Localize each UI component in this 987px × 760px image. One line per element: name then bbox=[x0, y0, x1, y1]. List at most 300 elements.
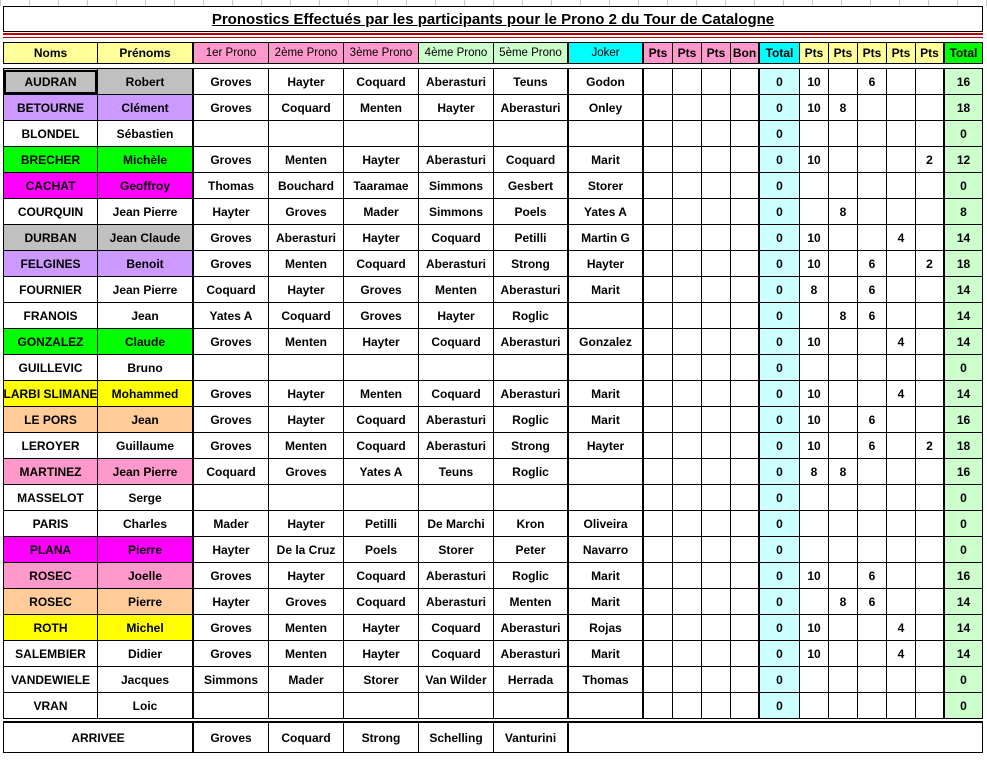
cell-prono-3[interactable] bbox=[344, 355, 419, 381]
cell-nom[interactable]: BLONDEL bbox=[3, 121, 98, 147]
cell-pts-g[interactable] bbox=[887, 459, 916, 485]
cell-prono-4[interactable] bbox=[419, 485, 494, 511]
cell-total-1[interactable]: 0 bbox=[760, 641, 800, 667]
cell-total-1[interactable]: 0 bbox=[760, 303, 800, 329]
cell-prono-2[interactable]: Hayter bbox=[269, 563, 344, 589]
cell-total-1[interactable]: 0 bbox=[760, 693, 800, 719]
cell-pts-e[interactable] bbox=[829, 693, 858, 719]
cell-pts-g[interactable]: 4 bbox=[887, 329, 916, 355]
cell-prono-4[interactable] bbox=[419, 355, 494, 381]
cell-pts-b[interactable] bbox=[673, 121, 702, 147]
header-prono2[interactable]: 2ème Prono bbox=[269, 42, 344, 64]
cell-prono-2[interactable]: Coquard bbox=[269, 303, 344, 329]
cell-pts-g[interactable] bbox=[887, 433, 916, 459]
cell-pts-b[interactable] bbox=[673, 95, 702, 121]
cell-pts-e[interactable] bbox=[829, 563, 858, 589]
cell-nom[interactable]: COURQUIN bbox=[3, 199, 98, 225]
cell-nom[interactable]: FOURNIER bbox=[3, 277, 98, 303]
cell-pts-g[interactable] bbox=[887, 303, 916, 329]
cell-pts-g[interactable] bbox=[887, 95, 916, 121]
cell-joker[interactable]: Thomas bbox=[569, 667, 644, 693]
cell-prenom[interactable]: Joelle bbox=[98, 563, 194, 589]
cell-prono-1[interactable] bbox=[194, 121, 269, 147]
cell-pts-d[interactable] bbox=[800, 121, 829, 147]
cell-pts-c[interactable] bbox=[702, 693, 731, 719]
cell-joker[interactable]: Marit bbox=[569, 563, 644, 589]
cell-prenom[interactable]: Serge bbox=[98, 485, 194, 511]
cell-prenom[interactable]: Jean bbox=[98, 303, 194, 329]
cell-pts-h[interactable] bbox=[916, 199, 945, 225]
header-prono4[interactable]: 4ème Prono bbox=[419, 42, 494, 64]
cell-total-2[interactable]: 16 bbox=[945, 407, 983, 433]
cell-pts-d[interactable] bbox=[800, 173, 829, 199]
cell-total-1[interactable]: 0 bbox=[760, 69, 800, 95]
cell-pts-a[interactable] bbox=[644, 615, 673, 641]
cell-pts-f[interactable]: 6 bbox=[858, 433, 887, 459]
cell-total-2[interactable]: 0 bbox=[945, 173, 983, 199]
arrivee-label[interactable]: ARRIVEE bbox=[3, 721, 194, 753]
cell-pts-f[interactable] bbox=[858, 147, 887, 173]
cell-prono-3[interactable]: Menten bbox=[344, 381, 419, 407]
cell-joker[interactable]: Martin G bbox=[569, 225, 644, 251]
cell-pts-d[interactable]: 10 bbox=[800, 563, 829, 589]
cell-total-2[interactable]: 12 bbox=[945, 147, 983, 173]
header-nom[interactable]: Noms bbox=[3, 42, 98, 64]
cell-nom[interactable]: FRANOIS bbox=[3, 303, 98, 329]
cell-prenom[interactable]: Benoit bbox=[98, 251, 194, 277]
cell-prono-3[interactable] bbox=[344, 693, 419, 719]
cell-prono-3[interactable]: Coquard bbox=[344, 589, 419, 615]
cell-prono-4[interactable]: Hayter bbox=[419, 303, 494, 329]
cell-pts-g[interactable] bbox=[887, 355, 916, 381]
cell-prono-2[interactable]: Aberasturi bbox=[269, 225, 344, 251]
cell-pts-h[interactable]: 2 bbox=[916, 433, 945, 459]
header-prono5[interactable]: 5ème Prono bbox=[494, 42, 569, 64]
cell-prono-1[interactable] bbox=[194, 693, 269, 719]
cell-nom[interactable]: LE PORS bbox=[3, 407, 98, 433]
cell-pts-a[interactable] bbox=[644, 147, 673, 173]
cell-prono-4[interactable]: Coquard bbox=[419, 329, 494, 355]
cell-nom[interactable]: AUDRAN bbox=[3, 69, 98, 95]
cell-prono-2[interactable]: Groves bbox=[269, 589, 344, 615]
cell-prono-1[interactable]: Groves bbox=[194, 641, 269, 667]
header-pts-a[interactable]: Pts bbox=[644, 42, 673, 64]
cell-prenom[interactable]: Jean Claude bbox=[98, 225, 194, 251]
cell-pts-e[interactable] bbox=[829, 173, 858, 199]
cell-pts-g[interactable] bbox=[887, 485, 916, 511]
cell-prono-5[interactable]: Roglic bbox=[494, 459, 569, 485]
cell-pts-f[interactable] bbox=[858, 641, 887, 667]
cell-pts-a[interactable] bbox=[644, 329, 673, 355]
cell-prono-2[interactable]: De la Cruz bbox=[269, 537, 344, 563]
cell-nom[interactable]: VANDEWIELE bbox=[3, 667, 98, 693]
cell-pts-b[interactable] bbox=[673, 225, 702, 251]
cell-prono-2[interactable]: Menten bbox=[269, 433, 344, 459]
cell-nom[interactable]: ROSEC bbox=[3, 563, 98, 589]
cell-pts-d[interactable] bbox=[800, 303, 829, 329]
cell-prenom[interactable]: Michèle bbox=[98, 147, 194, 173]
cell-prono-2[interactable]: Hayter bbox=[269, 381, 344, 407]
cell-prono-2[interactable]: Bouchard bbox=[269, 173, 344, 199]
cell-nom[interactable]: ROSEC bbox=[3, 589, 98, 615]
cell-pts-d[interactable] bbox=[800, 511, 829, 537]
cell-bon[interactable] bbox=[731, 693, 760, 719]
cell-prono-1[interactable]: Coquard bbox=[194, 277, 269, 303]
cell-total-2[interactable]: 16 bbox=[945, 563, 983, 589]
cell-pts-c[interactable] bbox=[702, 615, 731, 641]
cell-pts-e[interactable] bbox=[829, 329, 858, 355]
cell-prono-1[interactable]: Coquard bbox=[194, 459, 269, 485]
cell-pts-b[interactable] bbox=[673, 251, 702, 277]
arrivee-result-1[interactable]: Groves bbox=[194, 721, 269, 753]
cell-pts-h[interactable]: 2 bbox=[916, 147, 945, 173]
cell-pts-e[interactable] bbox=[829, 485, 858, 511]
cell-prono-4[interactable]: Storer bbox=[419, 537, 494, 563]
cell-pts-e[interactable] bbox=[829, 615, 858, 641]
cell-pts-g[interactable]: 4 bbox=[887, 641, 916, 667]
cell-pts-b[interactable] bbox=[673, 355, 702, 381]
cell-pts-f[interactable]: 6 bbox=[858, 407, 887, 433]
cell-pts-c[interactable] bbox=[702, 563, 731, 589]
cell-prono-2[interactable]: Menten bbox=[269, 329, 344, 355]
cell-pts-e[interactable]: 8 bbox=[829, 199, 858, 225]
cell-pts-a[interactable] bbox=[644, 459, 673, 485]
cell-pts-h[interactable] bbox=[916, 459, 945, 485]
cell-pts-e[interactable] bbox=[829, 147, 858, 173]
cell-prono-4[interactable]: Aberasturi bbox=[419, 563, 494, 589]
cell-total-1[interactable]: 0 bbox=[760, 589, 800, 615]
cell-pts-g[interactable] bbox=[887, 251, 916, 277]
cell-pts-g[interactable] bbox=[887, 173, 916, 199]
cell-prono-3[interactable]: Poels bbox=[344, 537, 419, 563]
cell-pts-g[interactable] bbox=[887, 277, 916, 303]
cell-total-2[interactable]: 14 bbox=[945, 615, 983, 641]
cell-prono-1[interactable]: Groves bbox=[194, 615, 269, 641]
cell-total-2[interactable]: 16 bbox=[945, 69, 983, 95]
cell-prenom[interactable]: Mohammed bbox=[98, 381, 194, 407]
cell-pts-b[interactable] bbox=[673, 667, 702, 693]
cell-pts-h[interactable] bbox=[916, 407, 945, 433]
cell-prono-1[interactable]: Groves bbox=[194, 329, 269, 355]
cell-pts-f[interactable] bbox=[858, 511, 887, 537]
cell-prono-2[interactable] bbox=[269, 121, 344, 147]
cell-total-1[interactable]: 0 bbox=[760, 485, 800, 511]
cell-prono-4[interactable]: Menten bbox=[419, 277, 494, 303]
cell-prono-2[interactable]: Menten bbox=[269, 615, 344, 641]
cell-bon[interactable] bbox=[731, 173, 760, 199]
cell-pts-a[interactable] bbox=[644, 95, 673, 121]
cell-prono-5[interactable]: Coquard bbox=[494, 147, 569, 173]
cell-nom[interactable]: PLANA bbox=[3, 537, 98, 563]
cell-total-2[interactable]: 18 bbox=[945, 95, 983, 121]
sheet-title[interactable] bbox=[3, 6, 983, 32]
cell-pts-b[interactable] bbox=[673, 303, 702, 329]
cell-prono-5[interactable]: Kron bbox=[494, 511, 569, 537]
arrivee-result-2[interactable]: Coquard bbox=[269, 721, 344, 753]
header-pts-g[interactable]: Pts bbox=[887, 42, 916, 64]
cell-total-1[interactable]: 0 bbox=[760, 537, 800, 563]
cell-prono-1[interactable]: Groves bbox=[194, 251, 269, 277]
cell-prono-1[interactable]: Simmons bbox=[194, 667, 269, 693]
cell-total-2[interactable]: 14 bbox=[945, 329, 983, 355]
cell-prono-1[interactable] bbox=[194, 355, 269, 381]
cell-prono-2[interactable] bbox=[269, 693, 344, 719]
cell-bon[interactable] bbox=[731, 485, 760, 511]
cell-prono-2[interactable] bbox=[269, 355, 344, 381]
cell-prono-3[interactable]: Groves bbox=[344, 303, 419, 329]
cell-pts-f[interactable] bbox=[858, 355, 887, 381]
cell-prono-4[interactable]: Simmons bbox=[419, 199, 494, 225]
cell-joker[interactable]: Marit bbox=[569, 407, 644, 433]
cell-pts-d[interactable]: 10 bbox=[800, 615, 829, 641]
cell-prenom[interactable]: Didier bbox=[98, 641, 194, 667]
cell-prono-2[interactable]: Groves bbox=[269, 199, 344, 225]
cell-prono-4[interactable]: Aberasturi bbox=[419, 433, 494, 459]
cell-total-2[interactable]: 14 bbox=[945, 641, 983, 667]
cell-bon[interactable] bbox=[731, 407, 760, 433]
cell-prenom[interactable]: Jean Pierre bbox=[98, 199, 194, 225]
cell-prono-3[interactable]: Storer bbox=[344, 667, 419, 693]
cell-pts-a[interactable] bbox=[644, 69, 673, 95]
cell-prono-1[interactable]: Groves bbox=[194, 381, 269, 407]
cell-joker[interactable]: Onley bbox=[569, 95, 644, 121]
cell-pts-g[interactable] bbox=[887, 537, 916, 563]
cell-pts-h[interactable] bbox=[916, 173, 945, 199]
cell-total-2[interactable]: 0 bbox=[945, 485, 983, 511]
cell-prenom[interactable]: Jean bbox=[98, 407, 194, 433]
cell-prenom[interactable]: Charles bbox=[98, 511, 194, 537]
cell-pts-b[interactable] bbox=[673, 641, 702, 667]
header-total-1[interactable]: Total bbox=[760, 42, 800, 64]
cell-prono-1[interactable]: Groves bbox=[194, 69, 269, 95]
cell-pts-f[interactable] bbox=[858, 459, 887, 485]
cell-prono-2[interactable]: Menten bbox=[269, 641, 344, 667]
cell-nom[interactable]: SALEMBIER bbox=[3, 641, 98, 667]
cell-prono-2[interactable]: Hayter bbox=[269, 511, 344, 537]
cell-prono-5[interactable]: Roglic bbox=[494, 563, 569, 589]
cell-pts-d[interactable]: 10 bbox=[800, 329, 829, 355]
cell-nom[interactable]: VRAN bbox=[3, 693, 98, 719]
cell-pts-b[interactable] bbox=[673, 277, 702, 303]
cell-pts-a[interactable] bbox=[644, 407, 673, 433]
cell-pts-e[interactable] bbox=[829, 433, 858, 459]
cell-pts-a[interactable] bbox=[644, 121, 673, 147]
cell-pts-d[interactable]: 10 bbox=[800, 433, 829, 459]
header-prono3[interactable]: 3ème Prono bbox=[344, 42, 419, 64]
cell-total-1[interactable]: 0 bbox=[760, 615, 800, 641]
cell-pts-f[interactable] bbox=[858, 667, 887, 693]
cell-pts-b[interactable] bbox=[673, 69, 702, 95]
cell-prenom[interactable]: Sébastien bbox=[98, 121, 194, 147]
cell-joker[interactable]: Marit bbox=[569, 641, 644, 667]
cell-pts-h[interactable] bbox=[916, 121, 945, 147]
cell-pts-h[interactable] bbox=[916, 225, 945, 251]
cell-pts-c[interactable] bbox=[702, 225, 731, 251]
cell-pts-h[interactable] bbox=[916, 537, 945, 563]
cell-pts-c[interactable] bbox=[702, 173, 731, 199]
cell-total-2[interactable]: 0 bbox=[945, 121, 983, 147]
cell-bon[interactable] bbox=[731, 277, 760, 303]
cell-pts-f[interactable] bbox=[858, 615, 887, 641]
cell-bon[interactable] bbox=[731, 537, 760, 563]
header-pts-b[interactable]: Pts bbox=[673, 42, 702, 64]
cell-joker[interactable] bbox=[569, 303, 644, 329]
cell-total-2[interactable]: 0 bbox=[945, 667, 983, 693]
cell-bon[interactable] bbox=[731, 667, 760, 693]
cell-prenom[interactable]: Pierre bbox=[98, 537, 194, 563]
cell-pts-e[interactable] bbox=[829, 511, 858, 537]
cell-pts-e[interactable] bbox=[829, 667, 858, 693]
cell-pts-h[interactable] bbox=[916, 381, 945, 407]
cell-prono-3[interactable]: Groves bbox=[344, 277, 419, 303]
cell-pts-d[interactable] bbox=[800, 355, 829, 381]
cell-prono-5[interactable]: Aberasturi bbox=[494, 615, 569, 641]
cell-pts-e[interactable] bbox=[829, 537, 858, 563]
cell-prono-3[interactable]: Mader bbox=[344, 199, 419, 225]
cell-prono-1[interactable]: Hayter bbox=[194, 589, 269, 615]
cell-prono-2[interactable] bbox=[269, 485, 344, 511]
cell-pts-b[interactable] bbox=[673, 589, 702, 615]
cell-pts-g[interactable] bbox=[887, 69, 916, 95]
cell-prenom[interactable]: Michel bbox=[98, 615, 194, 641]
cell-prono-3[interactable]: Yates A bbox=[344, 459, 419, 485]
cell-nom[interactable]: FELGINES bbox=[3, 251, 98, 277]
cell-bon[interactable] bbox=[731, 69, 760, 95]
cell-prono-3[interactable]: Coquard bbox=[344, 251, 419, 277]
cell-prono-5[interactable]: Teuns bbox=[494, 69, 569, 95]
cell-joker[interactable]: Hayter bbox=[569, 433, 644, 459]
cell-pts-g[interactable] bbox=[887, 147, 916, 173]
cell-prono-4[interactable]: Aberasturi bbox=[419, 407, 494, 433]
cell-total-2[interactable]: 16 bbox=[945, 459, 983, 485]
cell-pts-f[interactable]: 6 bbox=[858, 69, 887, 95]
cell-pts-c[interactable] bbox=[702, 329, 731, 355]
cell-prenom[interactable]: Geoffroy bbox=[98, 173, 194, 199]
cell-prono-4[interactable]: Coquard bbox=[419, 225, 494, 251]
cell-bon[interactable] bbox=[731, 615, 760, 641]
cell-pts-a[interactable] bbox=[644, 693, 673, 719]
cell-total-1[interactable]: 0 bbox=[760, 329, 800, 355]
cell-total-1[interactable]: 0 bbox=[760, 667, 800, 693]
cell-nom[interactable]: BETOURNE bbox=[3, 95, 98, 121]
cell-bon[interactable] bbox=[731, 303, 760, 329]
cell-pts-d[interactable] bbox=[800, 667, 829, 693]
cell-prono-1[interactable]: Groves bbox=[194, 225, 269, 251]
cell-prenom[interactable]: Bruno bbox=[98, 355, 194, 381]
cell-pts-c[interactable] bbox=[702, 511, 731, 537]
cell-prono-3[interactable]: Coquard bbox=[344, 69, 419, 95]
cell-prono-4[interactable]: Aberasturi bbox=[419, 589, 494, 615]
cell-prono-2[interactable]: Groves bbox=[269, 459, 344, 485]
cell-pts-b[interactable] bbox=[673, 381, 702, 407]
arrivee-result-4[interactable]: Schelling bbox=[419, 721, 494, 753]
cell-prono-2[interactable]: Hayter bbox=[269, 69, 344, 95]
cell-prenom[interactable]: Claude bbox=[98, 329, 194, 355]
cell-pts-h[interactable] bbox=[916, 329, 945, 355]
cell-pts-f[interactable] bbox=[858, 381, 887, 407]
cell-pts-f[interactable]: 6 bbox=[858, 251, 887, 277]
cell-bon[interactable] bbox=[731, 511, 760, 537]
cell-bon[interactable] bbox=[731, 641, 760, 667]
cell-total-2[interactable]: 14 bbox=[945, 381, 983, 407]
cell-prono-1[interactable] bbox=[194, 485, 269, 511]
cell-pts-b[interactable] bbox=[673, 433, 702, 459]
cell-bon[interactable] bbox=[731, 355, 760, 381]
cell-total-1[interactable]: 0 bbox=[760, 199, 800, 225]
cell-prono-4[interactable]: Aberasturi bbox=[419, 251, 494, 277]
cell-pts-g[interactable] bbox=[887, 563, 916, 589]
cell-pts-g[interactable] bbox=[887, 693, 916, 719]
header-total-2[interactable]: Total bbox=[945, 42, 983, 64]
cell-pts-h[interactable] bbox=[916, 615, 945, 641]
header-prenom[interactable]: Prénoms bbox=[98, 42, 194, 64]
cell-pts-e[interactable] bbox=[829, 277, 858, 303]
cell-nom[interactable]: DURBAN bbox=[3, 225, 98, 251]
cell-pts-h[interactable] bbox=[916, 563, 945, 589]
cell-pts-g[interactable] bbox=[887, 199, 916, 225]
cell-pts-d[interactable]: 10 bbox=[800, 225, 829, 251]
cell-joker[interactable]: Marit bbox=[569, 147, 644, 173]
header-pts-d[interactable]: Pts bbox=[800, 42, 829, 64]
cell-pts-c[interactable] bbox=[702, 69, 731, 95]
cell-prono-5[interactable]: Roglic bbox=[494, 303, 569, 329]
cell-pts-c[interactable] bbox=[702, 251, 731, 277]
cell-pts-c[interactable] bbox=[702, 589, 731, 615]
cell-prono-4[interactable]: Simmons bbox=[419, 173, 494, 199]
cell-pts-a[interactable] bbox=[644, 381, 673, 407]
cell-prono-5[interactable] bbox=[494, 485, 569, 511]
cell-pts-h[interactable] bbox=[916, 641, 945, 667]
cell-pts-d[interactable] bbox=[800, 537, 829, 563]
cell-prono-2[interactable]: Menten bbox=[269, 251, 344, 277]
cell-total-2[interactable]: 14 bbox=[945, 225, 983, 251]
cell-pts-c[interactable] bbox=[702, 667, 731, 693]
cell-pts-f[interactable] bbox=[858, 121, 887, 147]
cell-pts-h[interactable] bbox=[916, 693, 945, 719]
cell-nom[interactable]: ROTH bbox=[3, 615, 98, 641]
arrivee-result-5[interactable]: Vanturini bbox=[494, 721, 569, 753]
cell-pts-c[interactable] bbox=[702, 303, 731, 329]
cell-nom[interactable]: CACHAT bbox=[3, 173, 98, 199]
cell-pts-a[interactable] bbox=[644, 433, 673, 459]
cell-pts-d[interactable]: 8 bbox=[800, 277, 829, 303]
cell-bon[interactable] bbox=[731, 459, 760, 485]
cell-bon[interactable] bbox=[731, 225, 760, 251]
cell-nom[interactable]: GONZALEZ bbox=[3, 329, 98, 355]
cell-pts-d[interactable]: 10 bbox=[800, 95, 829, 121]
cell-pts-a[interactable] bbox=[644, 563, 673, 589]
header-pts-h[interactable]: Pts bbox=[916, 42, 945, 64]
cell-joker[interactable] bbox=[569, 693, 644, 719]
cell-prono-5[interactable]: Herrada bbox=[494, 667, 569, 693]
cell-pts-a[interactable] bbox=[644, 589, 673, 615]
cell-pts-d[interactable]: 10 bbox=[800, 147, 829, 173]
cell-joker[interactable] bbox=[569, 121, 644, 147]
cell-prono-5[interactable]: Poels bbox=[494, 199, 569, 225]
cell-pts-g[interactable]: 4 bbox=[887, 381, 916, 407]
cell-prono-5[interactable]: Aberasturi bbox=[494, 95, 569, 121]
cell-joker[interactable]: Oliveira bbox=[569, 511, 644, 537]
cell-prono-5[interactable] bbox=[494, 355, 569, 381]
cell-prono-2[interactable]: Mader bbox=[269, 667, 344, 693]
cell-pts-e[interactable] bbox=[829, 407, 858, 433]
header-pts-c[interactable]: Pts bbox=[702, 42, 731, 64]
cell-prono-4[interactable] bbox=[419, 693, 494, 719]
cell-joker[interactable]: Hayter bbox=[569, 251, 644, 277]
cell-pts-d[interactable]: 10 bbox=[800, 381, 829, 407]
cell-total-1[interactable]: 0 bbox=[760, 173, 800, 199]
cell-pts-c[interactable] bbox=[702, 355, 731, 381]
